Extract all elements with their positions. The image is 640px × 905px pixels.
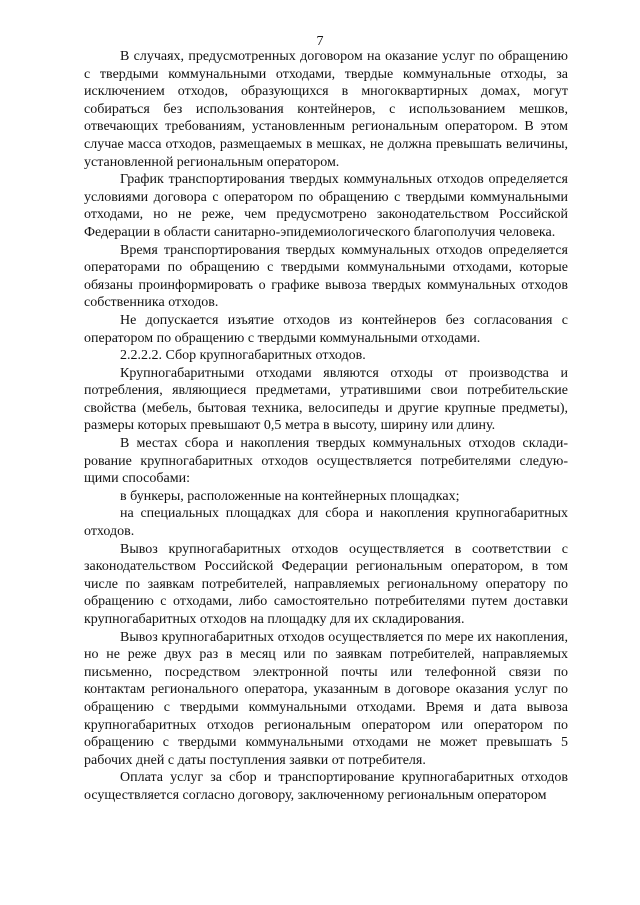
paragraph-payment: Оплата услуг за сбор и транспортирование крупногабаритных отходов осуществляется согласно договору, заключенному региональным оператором bbox=[84, 770, 568, 803]
paragraph-bulky-removal: Вывоз крупногабаритных отходов осуществляется в соответствии с законодательством Российской Федерации региональным оператором, в том числе по заявкам потребителей, направляемых региональному оператору по обращению с отходами, либо самостоятельно потребителями путем доставки крупногабаритных отходов на площадку для их складирования. bbox=[84, 541, 568, 627]
paragraph-transport-schedule: График транспортирования твердых коммунальных отходов определяется условиями договора с оператором по обращению с твердыми коммунальными отходами, но не реже, чем предусмотрено законодательством Российской Федерации в области санитарно-эпидемиологического благополучия человека. bbox=[84, 172, 568, 240]
list-item-bunkers: в бункеры, расположенные на контейнерных площадках; bbox=[120, 488, 460, 504]
paragraph-removal-frequency: Вывоз крупногабаритных отходов осуществляется по мере их накопления, но не реже двух раз в месяц или по заявкам потребителей, направляемых письменно, посредством электронной почты или телефонной связи по контактам регионального оператора, указанным в договоре оказания услуг по обращению с твердыми коммунальными отходами. Время и дата вывоза крупногабаритных отходов региональным оператором или оператором по обращению с твердыми коммунальными отходами не может превышать 5 рабочих дней с даты поступления заявки от потребителя. bbox=[84, 629, 568, 768]
page-number: 7 bbox=[316, 34, 324, 49]
paragraph-transport-time: Время транспортирования твердых коммунальных отходов определяется операторами по обращению с твердыми коммунальными отходами, которые обязаны проинформировать о графике вывоза твердых коммунальных отходов собственника отходов. bbox=[84, 242, 568, 311]
paragraph-waste-bags: В случаях, предусмотренных договором на оказание услуг по обращению с твердыми коммунальными отходами, твердые коммунальные отходы, за исключением отходов, образующихся в многоквартирных домах, могут собираться без использования контейнеров, с использованием мешков, отвечающих требованиям, установленным региональным оператором. В этом случае масса отходов, размещаемых в мешках, не должна превышать величины, установленной региональным оператором. bbox=[84, 49, 568, 170]
paragraph-no-removal: Не допускается изъятие отходов из контейнеров без согласования с оператором по обращению с твердыми коммунальными отходами. bbox=[84, 312, 568, 346]
list-item-special-sites: на специальных площадках для сбора и накопления крупногабаритных отходов. bbox=[84, 506, 568, 540]
section-heading-bulky-waste: 2.2.2.2. Сбор крупногабаритных отходов. bbox=[120, 348, 366, 364]
paragraph-bulky-definition: Крупногабаритными отходами являются отходы от производства и потребления, являющиеся предметами, утратившими свои потребительские свойства (мебель, бытовая техника, велосипеды и другие крупные предметы), размеры которых превышают 0,5 метра в высоту, ширину или длину. bbox=[84, 365, 568, 434]
paragraph-storage-methods: В местах сбора и накопления твердых коммунальных отходов складирование крупногабаритных отходов осуществляется потребителями следующими способами: bbox=[84, 436, 568, 487]
document-body bbox=[84, 48, 568, 805]
